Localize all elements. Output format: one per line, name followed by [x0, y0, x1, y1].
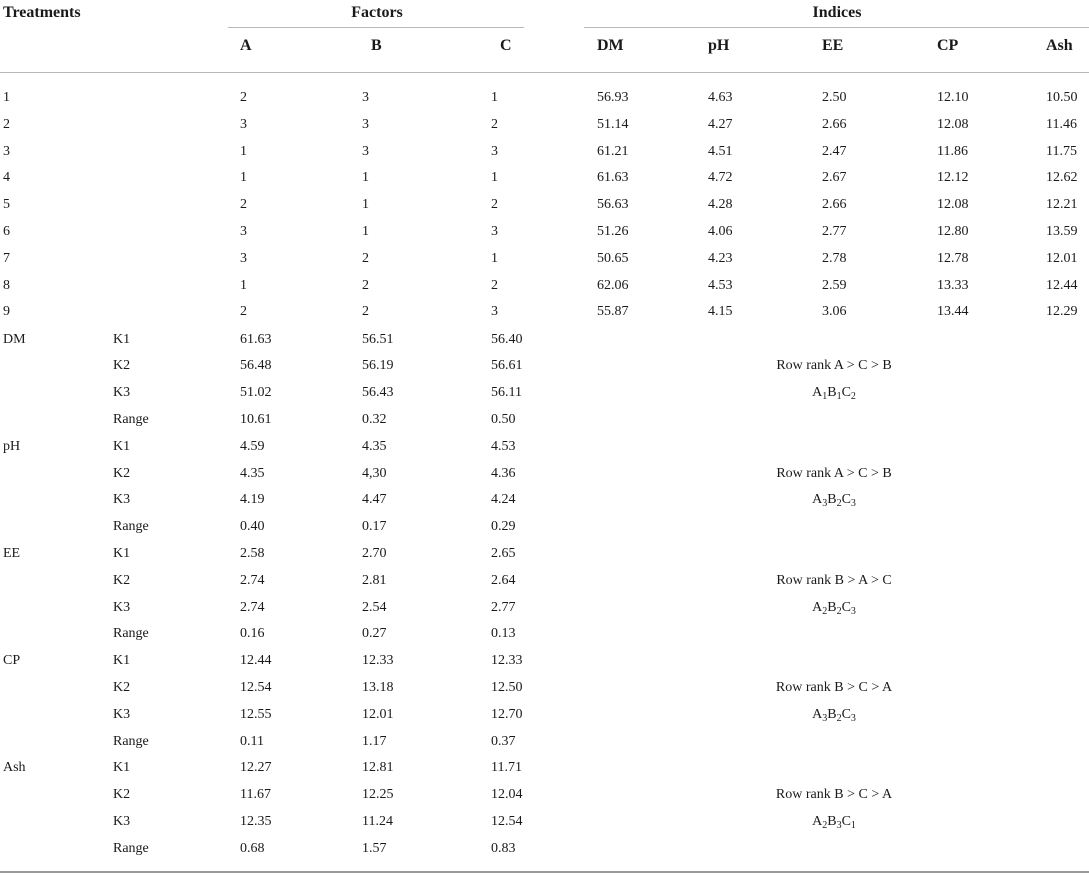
- analysis-row-label: K1: [113, 545, 131, 561]
- index-value-cell: 11.46: [1046, 116, 1077, 132]
- analysis-row-label: K3: [113, 385, 131, 401]
- analysis-row-label: Range: [113, 626, 149, 642]
- analysis-value-cell: 0.68: [240, 840, 265, 856]
- analysis-row-label: K1: [113, 653, 131, 669]
- analysis-value-cell: 4.24: [491, 492, 516, 508]
- analysis-row-label: Range: [113, 519, 149, 535]
- treatment-id: 3: [3, 143, 10, 159]
- analysis-value-cell: 12.35: [240, 813, 272, 829]
- analysis-value-cell: 2.54: [362, 599, 387, 615]
- analysis-value-cell: 0.17: [362, 519, 387, 535]
- analysis-value-cell: 4,30: [362, 465, 387, 481]
- indices-group-rule: [584, 27, 1089, 28]
- treatment-id: 4: [3, 170, 10, 186]
- index-value-cell: 3.06: [822, 304, 847, 320]
- factor-level-cell: 1: [362, 170, 369, 186]
- analysis-row-label: K3: [113, 599, 131, 615]
- analysis-row-label: K3: [113, 492, 131, 508]
- index-value-cell: 2.59: [822, 277, 847, 293]
- analysis-value-cell: 56.61: [491, 358, 523, 374]
- analysis-value-cell: 2.74: [240, 599, 265, 615]
- analysis-value-cell: 2.65: [491, 545, 516, 561]
- optimal-factor-letter: B: [827, 385, 837, 401]
- optimal-factor-letter: C: [841, 813, 851, 829]
- analysis-value-cell: 10.61: [240, 411, 272, 427]
- index-value-cell: 12.21: [1046, 197, 1078, 213]
- analysis-value-cell: 0.37: [491, 733, 516, 749]
- analysis-row-label: K2: [113, 358, 131, 374]
- factor-level-cell: 1: [362, 197, 369, 213]
- treatment-id: 7: [3, 250, 10, 266]
- col-header-dm: DM: [597, 37, 624, 54]
- col-header-c: C: [500, 37, 512, 54]
- col-header-ash: Ash: [1046, 37, 1073, 54]
- row-rank-text: Row rank B > A > C: [776, 572, 892, 588]
- treatment-id: 5: [3, 197, 10, 213]
- analysis-value-cell: 12.33: [362, 653, 394, 669]
- factor-level-cell: 2: [491, 116, 498, 132]
- index-value-cell: 2.50: [822, 90, 847, 105]
- index-value-cell: 55.87: [597, 304, 629, 320]
- factor-level-cell: 1: [362, 224, 369, 239]
- analysis-value-cell: 12.54: [240, 679, 272, 695]
- analysis-value-cell: 12.70: [491, 706, 523, 722]
- factor-level-cell: 3: [240, 224, 247, 239]
- row-rank-text: Row rank B > C > A: [775, 787, 893, 803]
- index-value-cell: 56.63: [597, 197, 629, 213]
- factor-level-cell: 2: [362, 250, 369, 266]
- analysis-value-cell: 1.17: [362, 733, 387, 749]
- factor-level-cell: 2: [240, 197, 247, 213]
- index-value-cell: 4.63: [708, 90, 733, 105]
- factor-level-cell: 3: [362, 116, 369, 132]
- analysis-value-cell: 4.59: [240, 438, 265, 454]
- analysis-value-cell: 0.13: [491, 626, 516, 642]
- optimal-factor-level: 2: [836, 498, 842, 510]
- optimal-combination: [812, 492, 856, 508]
- analysis-value-cell: 2.58: [240, 545, 265, 561]
- index-value-cell: 12.12: [937, 170, 969, 186]
- analysis-value-cell: 12.04: [491, 787, 523, 803]
- analysis-value-cell: 12.33: [491, 653, 523, 669]
- optimal-factor-level: 3: [822, 498, 828, 510]
- analysis-value-cell: 0.32: [362, 411, 387, 427]
- factor-level-cell: 3: [491, 304, 498, 320]
- analysis-value-cell: 56.19: [362, 358, 394, 374]
- index-value-cell: 61.63: [597, 170, 629, 186]
- analysis-row-label: K3: [113, 813, 131, 829]
- row-rank-text: Row rank B > C > A: [775, 679, 893, 695]
- row-rank-text: Row rank A > C > B: [776, 358, 892, 374]
- optimal-combination: [812, 600, 856, 616]
- analysis-row-label: K1: [113, 438, 131, 454]
- table-bottom-rule: [0, 871, 1089, 873]
- analysis-row-label: K2: [113, 465, 131, 481]
- index-value-cell: 2.47: [822, 143, 847, 159]
- index-value-cell: 62.06: [597, 277, 629, 293]
- analysis-value-cell: 11.71: [491, 760, 522, 776]
- index-value-cell: 12.44: [1046, 277, 1078, 293]
- analysis-value-cell: 12.01: [362, 706, 394, 722]
- index-value-cell: 12.78: [937, 250, 969, 266]
- col-header-ee: EE: [822, 37, 844, 54]
- analysis-value-cell: 56.11: [491, 385, 522, 401]
- analysis-value-cell: 61.63: [240, 331, 272, 347]
- analysis-value-cell: 12.54: [491, 813, 523, 829]
- optimal-factor-letter: C: [841, 492, 851, 508]
- optimal-factor-level: 3: [850, 712, 856, 724]
- analysis-value-cell: 0.50: [491, 411, 516, 427]
- index-value-cell: 61.21: [597, 143, 629, 159]
- factors-group-rule: [228, 27, 524, 28]
- optimal-factor-level: 3: [850, 498, 856, 510]
- analysis-row-label: Range: [113, 840, 149, 856]
- analysis-row-label: K2: [113, 679, 131, 695]
- optimal-factor-level: 1: [850, 819, 856, 831]
- optimal-factor-letter: C: [841, 599, 851, 615]
- analysis-value-cell: 56.40: [491, 331, 523, 347]
- optimal-factor-level: 2: [850, 391, 856, 403]
- analysis-value-cell: 0.29: [491, 519, 516, 535]
- analysis-value-cell: 12.44: [240, 653, 272, 669]
- analysis-value-cell: 12.25: [362, 787, 394, 803]
- index-value-cell: 4.72: [708, 170, 733, 186]
- index-value-cell: 13.59: [1046, 224, 1078, 239]
- analysis-value-cell: 2.77: [491, 599, 516, 615]
- treatment-id: 8: [3, 277, 10, 293]
- treatment-id: 1: [3, 90, 10, 105]
- optimal-factor-letter: B: [827, 599, 837, 615]
- analysis-value-cell: 2.70: [362, 545, 387, 561]
- optimal-factor-level: 2: [836, 605, 842, 617]
- analysis-value-cell: 4.53: [491, 438, 516, 454]
- analysis-value-cell: 56.51: [362, 331, 394, 347]
- analysis-value-cell: 0.27: [362, 626, 387, 642]
- optimal-factor-letter: B: [827, 706, 837, 722]
- analysis-value-cell: 4.47: [362, 492, 387, 508]
- analysis-row-label: K1: [113, 331, 131, 347]
- optimal-factor-letter: A: [812, 813, 823, 829]
- optimal-combination: [812, 814, 856, 830]
- optimal-factor-letter: A: [812, 385, 823, 401]
- factor-level-cell: 1: [240, 277, 247, 293]
- index-value-cell: 12.62: [1046, 170, 1078, 186]
- analysis-value-cell: 56.43: [362, 385, 394, 401]
- optimal-factor-letter: C: [841, 706, 851, 722]
- factor-level-cell: 3: [491, 224, 498, 239]
- optimal-factor-level: 2: [822, 819, 828, 831]
- optimal-factor-level: 3: [836, 819, 842, 831]
- optimal-factor-letter: C: [841, 385, 851, 401]
- factor-level-cell: 1: [240, 170, 247, 186]
- index-value-cell: 51.26: [597, 224, 629, 239]
- analysis-value-cell: 12.50: [491, 679, 523, 695]
- optimal-combination: [812, 385, 856, 401]
- analysis-row-label: Range: [113, 411, 149, 427]
- index-value-cell: 12.29: [1046, 304, 1078, 320]
- factor-level-cell: 3: [240, 116, 247, 132]
- factor-level-cell: 3: [491, 143, 498, 159]
- analysis-row-label: K1: [113, 760, 131, 776]
- index-value-cell: 12.08: [937, 116, 969, 132]
- factor-level-cell: 3: [240, 250, 247, 266]
- analysis-value-cell: 11.24: [362, 813, 393, 829]
- index-value-cell: 13.44: [937, 304, 969, 320]
- optimal-factor-level: 2: [836, 712, 842, 724]
- analysis-index-label: CP: [3, 653, 21, 669]
- analysis-value-cell: 12.27: [240, 760, 272, 776]
- optimal-factor-letter: A: [812, 599, 823, 615]
- col-header-b: B: [371, 37, 382, 54]
- analysis-value-cell: 4.36: [491, 465, 516, 481]
- analysis-index-label: EE: [3, 545, 21, 561]
- factor-level-cell: 2: [240, 90, 247, 105]
- index-value-cell: 2.66: [822, 116, 847, 132]
- analysis-value-cell: 13.18: [362, 679, 394, 695]
- index-value-cell: 4.23: [708, 250, 733, 266]
- factor-level-cell: 2: [491, 197, 498, 213]
- analysis-index-label: Ash: [3, 760, 26, 776]
- optimal-factor-level: 1: [822, 391, 828, 403]
- header-bottom-rule: [0, 72, 1089, 73]
- analysis-value-cell: 4.35: [240, 465, 265, 481]
- optimal-factor-letter: B: [827, 492, 837, 508]
- analysis-value-cell: 12.81: [362, 760, 394, 776]
- optimal-combination: [812, 707, 856, 723]
- index-value-cell: 4.27: [708, 116, 733, 132]
- analysis-value-cell: 1.57: [362, 840, 387, 856]
- treatment-id: 2: [3, 116, 10, 132]
- optimal-factor-level: 3: [822, 712, 828, 724]
- analysis-value-cell: 2.64: [491, 572, 516, 588]
- analysis-value-cell: 56.48: [240, 358, 272, 374]
- factor-level-cell: 2: [362, 277, 369, 293]
- factor-level-cell: 3: [362, 143, 369, 159]
- col-header-a: A: [240, 37, 252, 54]
- index-value-cell: 50.65: [597, 250, 629, 266]
- col-header-cp: CP: [937, 37, 959, 54]
- index-value-cell: 4.51: [708, 143, 733, 159]
- factor-level-cell: 1: [491, 90, 498, 105]
- factor-level-cell: 1: [491, 250, 498, 266]
- index-value-cell: 4.06: [708, 224, 733, 239]
- index-value-cell: 2.67: [822, 170, 847, 186]
- optimal-factor-level: 3: [850, 605, 856, 617]
- treatment-id: 6: [3, 224, 10, 239]
- factor-level-cell: 2: [362, 304, 369, 320]
- optimal-factor-letter: B: [827, 813, 837, 829]
- analysis-row-label: Range: [113, 733, 149, 749]
- index-value-cell: 12.10: [937, 90, 969, 105]
- col-header-ph: pH: [708, 37, 730, 54]
- analysis-value-cell: 0.11: [240, 733, 264, 749]
- row-rank-text: Row rank A > C > B: [776, 465, 892, 481]
- analysis-value-cell: 2.81: [362, 572, 387, 588]
- index-value-cell: 13.33: [937, 277, 969, 293]
- index-value-cell: 11.75: [1046, 143, 1077, 159]
- header-treatments: Treatments: [3, 4, 81, 21]
- index-value-cell: 4.28: [708, 197, 733, 213]
- optimal-factor-level: 1: [836, 391, 842, 403]
- optimal-factor-letter: A: [812, 706, 823, 722]
- index-value-cell: 12.01: [1046, 250, 1078, 266]
- index-value-cell: 4.15: [708, 304, 733, 320]
- analysis-value-cell: 11.67: [240, 787, 271, 803]
- analysis-value-cell: 51.02: [240, 385, 272, 401]
- header-indices: Indices: [812, 4, 862, 21]
- analysis-row-label: K3: [113, 706, 131, 722]
- analysis-row-label: K2: [113, 572, 131, 588]
- analysis-value-cell: 0.16: [240, 626, 265, 642]
- index-value-cell: 2.66: [822, 197, 847, 213]
- analysis-value-cell: 4.19: [240, 492, 265, 508]
- analysis-value-cell: 4.35: [362, 438, 387, 454]
- analysis-value-cell: 12.55: [240, 706, 272, 722]
- index-value-cell: 4.53: [708, 277, 733, 293]
- analysis-index-label: pH: [3, 438, 21, 454]
- index-value-cell: 12.08: [937, 197, 969, 213]
- header-factors: Factors: [351, 4, 403, 21]
- analysis-value-cell: 2.74: [240, 572, 265, 588]
- index-value-cell: 2.78: [822, 250, 847, 266]
- index-value-cell: 56.93: [597, 90, 629, 105]
- index-value-cell: 2.77: [822, 224, 847, 239]
- treatment-id: 9: [3, 304, 10, 320]
- analysis-value-cell: 0.40: [240, 519, 265, 535]
- factor-level-cell: 3: [362, 90, 369, 105]
- index-value-cell: 12.80: [937, 224, 969, 239]
- factor-level-cell: 1: [240, 143, 247, 159]
- index-value-cell: 11.86: [937, 143, 968, 159]
- analysis-row-label: K2: [113, 787, 131, 803]
- factor-level-cell: 2: [491, 277, 498, 293]
- optimal-factor-letter: A: [812, 492, 823, 508]
- analysis-index-label: DM: [3, 331, 26, 347]
- index-value-cell: 51.14: [597, 116, 629, 132]
- factor-level-cell: 1: [491, 170, 498, 186]
- optimal-factor-level: 2: [822, 605, 828, 617]
- index-value-cell: 10.50: [1046, 90, 1078, 105]
- analysis-value-cell: 0.83: [491, 840, 516, 856]
- factor-level-cell: 2: [240, 304, 247, 320]
